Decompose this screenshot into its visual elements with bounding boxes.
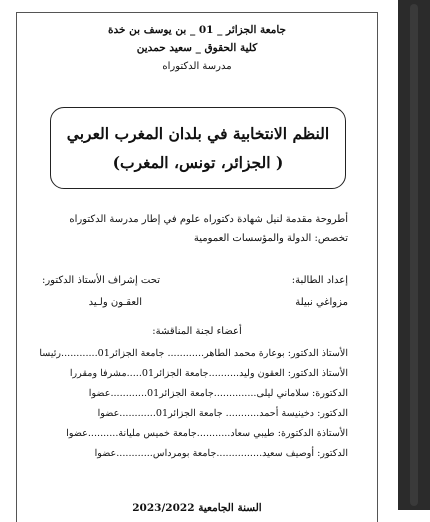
thesis-description: أطروحة مقدمة لنيل شهادة دكتوراه علوم في إطار مدرسة الدكتوراه: [69, 214, 348, 225]
committee-title: أعضاء لجنة المناقشة:: [152, 326, 242, 337]
supervisor-name: العقـون ولـيد: [88, 297, 142, 308]
committee-member: الدكتورة: سلاماني ليلى..............جامعة الجزائر01............عضوا: [88, 388, 348, 399]
thesis-title: النظم الانتخابية في بلدان المغرب العربي: [66, 124, 330, 143]
committee-member: الدكتور: دخينيسة أحمد........... جامعة الجزائر01............عضوا: [97, 408, 348, 419]
committee-member: الأستاذة الدكتورة: طيبي سعاد...........جامعة خميس مليانة..........عضوا: [66, 428, 348, 439]
student-name: مزواغي نبيلة: [295, 297, 348, 308]
committee-member: الأستاذ الدكتور: بوعارة محمد الطاهر............ جامعة الجزائر01............رئيسا: [39, 348, 348, 359]
scrollbar-track[interactable]: [410, 4, 418, 506]
committee-member: الأستاذ الدكتور: العقون وليد..........جامعة الجزائر01.....مشرفا ومقررا: [69, 368, 348, 379]
thesis-subtitle: ( الجزائر، تونس، المغرب): [112, 153, 284, 172]
title-frame: [50, 107, 346, 189]
page-frame: [16, 12, 378, 522]
thesis-specialty: تخصص: الدولة والمؤسسات العمومية: [193, 233, 348, 244]
document-page: [2, 0, 398, 514]
vertical-scrollbar[interactable]: [398, 0, 430, 510]
academic-year: السنة الجامعية 2023/2022: [132, 502, 262, 514]
university-name: جامعة الجزائر _ 01 _ بن يوسف بن خدة: [107, 24, 287, 36]
prepared-by-label: إعداد الطالبة:: [291, 275, 348, 286]
supervision-label: تحت إشراف الأستاذ الدكتور:: [41, 275, 160, 286]
faculty-name: كلية الحقوق _ سعيد حمدين: [136, 42, 258, 54]
doctoral-school: مدرسة الدكتوراه: [162, 61, 232, 72]
committee-member: الدكتور: أوصيف سعيد...............جامعة بومرداس............عضوا: [94, 448, 348, 459]
